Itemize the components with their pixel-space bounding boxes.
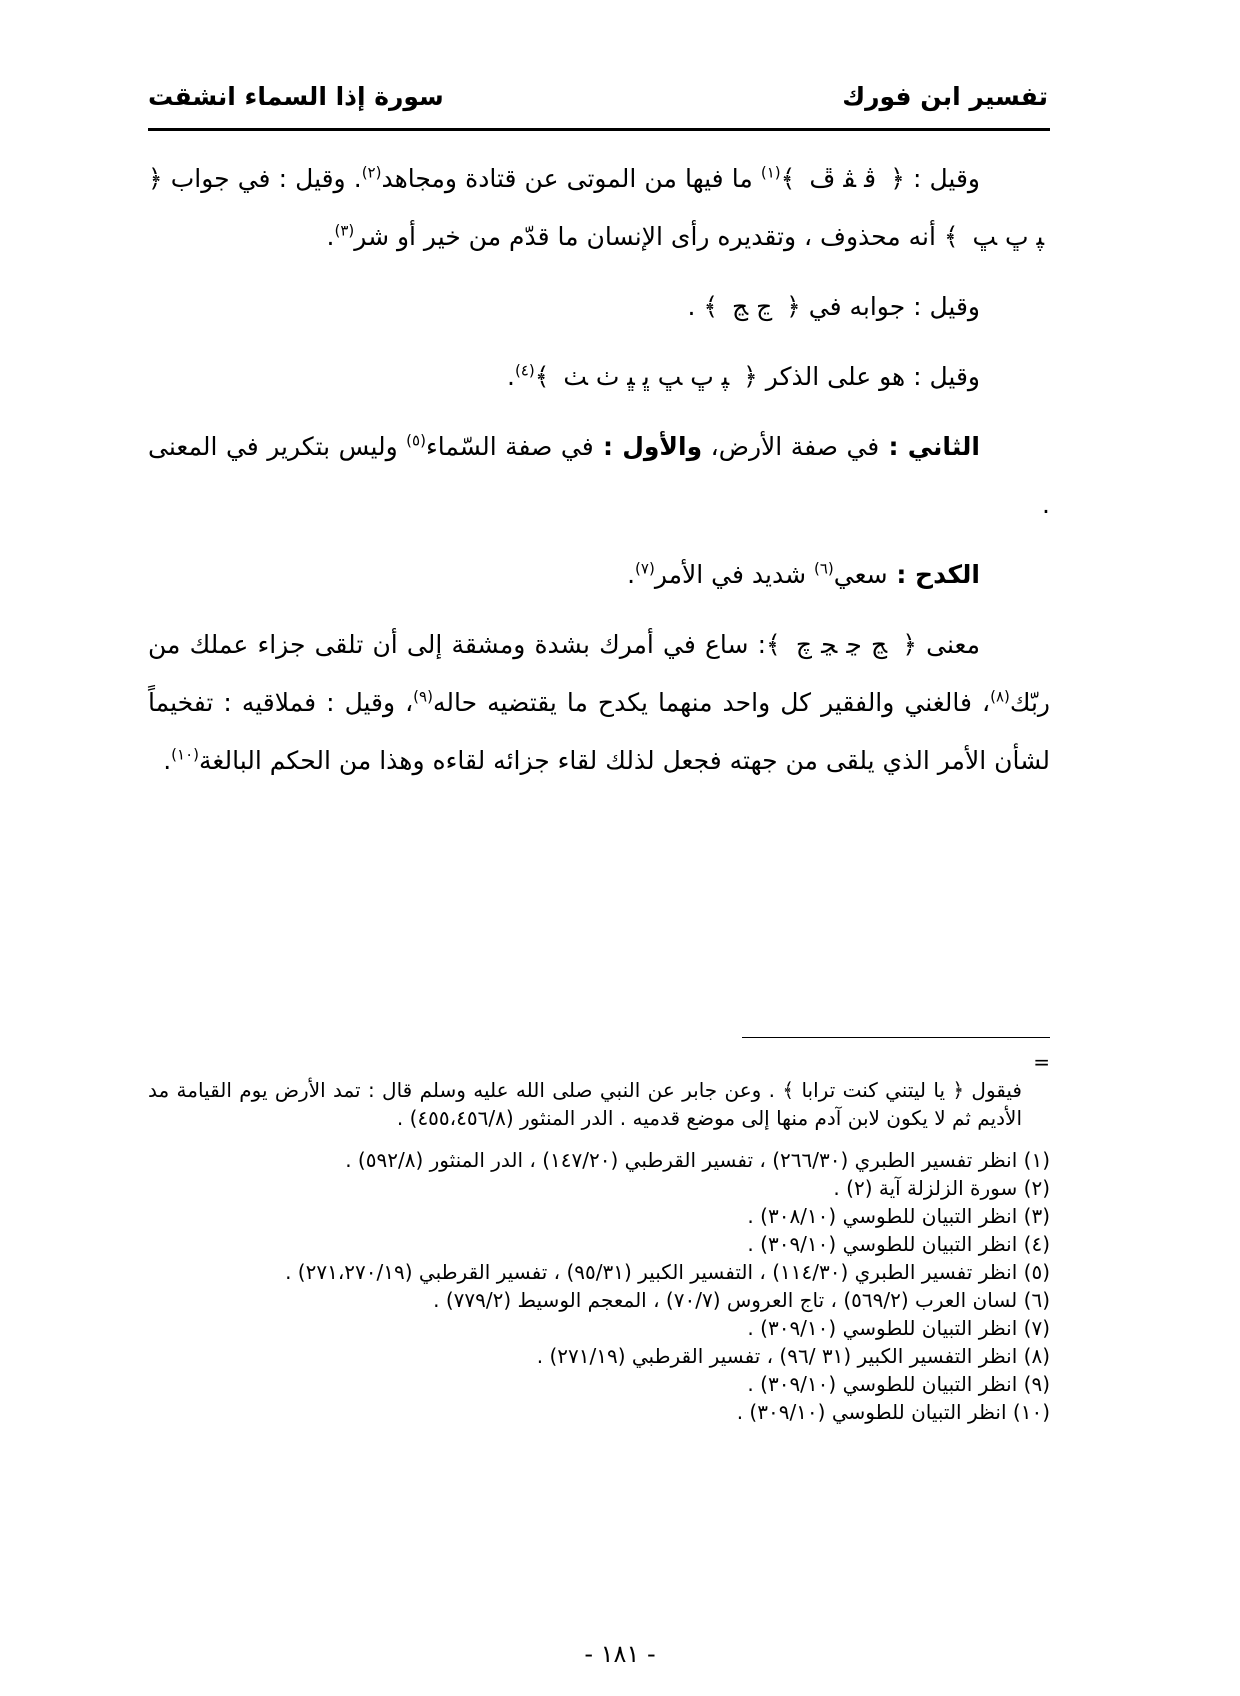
- footnote-marker: (٤): [514, 361, 535, 380]
- text-run: .: [163, 746, 172, 775]
- page-number: - ١٨١ -: [584, 1640, 656, 1668]
- footnote-continuation: فيقول ﴿ يا ليتني كنت ترابا ﴾ . وعن جابر عن النبي صلى الله عليه وسلم قال : تمد الأرض يوم القيامة مد الأديم ثم لا يكون لابن آدم منها إلى موضع قدميه . الدر المنثور (٤٥٥،٤٥٦/٨) .: [148, 1078, 1022, 1130]
- text-run: ﴾ أنه محذوف ، وتقديره رأى الإنسان ما قدّم من خير أو شر: [354, 222, 967, 251]
- text-run: سعي: [833, 560, 888, 589]
- paragraph: [148, 150, 1050, 266]
- quran-glyphs: ﭶ ﭷ: [731, 292, 773, 321]
- paragraph: [148, 418, 1050, 534]
- text-run: شديد في الأمر: [654, 560, 814, 589]
- footnote-item: (٥) انظر تفسير الطبري (١١٤/٣٠) ، التفسير الكبير (٩٥/٣١) ، تفسير القرطبي (٢٧١،٢٧٠/١٩) .: [285, 1260, 1050, 1284]
- footnote-marker: (١٠): [171, 745, 199, 764]
- footnote-marker: (٧): [635, 559, 655, 578]
- text-run: وقيل : جوابه في ﴿: [778, 292, 980, 321]
- text-run: وقيل : هو على الذكر ﴿: [735, 362, 980, 391]
- text-run: ﴾: ساع في أمرك بشدة ومشقة إلى أن تلقى جزاء عملك من ربّك: [148, 630, 1050, 717]
- text-run: ، فالغني والفقير كل واحد منهما يكدح ما يقتضيه حاله: [432, 688, 991, 717]
- footnote-marker: (٨): [990, 687, 1010, 706]
- footnote-marker: (١): [760, 163, 781, 182]
- footnote-continuation-mark: =: [1033, 1050, 1050, 1074]
- text-run: وقيل : ﴿: [882, 164, 980, 193]
- text-run: معنى ﴿: [893, 630, 980, 659]
- quran-glyphs: ﭙ ﭚ ﭛ ﭜ ﭝ ﭞ ﭟ: [563, 362, 730, 391]
- paragraph: [148, 546, 1050, 604]
- footnote-separator: [742, 1037, 1050, 1038]
- footnote-marker: (٥): [406, 431, 426, 450]
- footnote-item: (١٠) انظر التبيان للطوسي (٣٠٩/١٠) .: [736, 1400, 1050, 1424]
- text-run: في صفة الأرض،: [702, 432, 880, 461]
- book-title: تفسير ابن فورك: [842, 82, 1048, 111]
- text-run: .: [506, 362, 515, 391]
- footnote-item: (٣) انظر التبيان للطوسي (٣٠٨/١٠) .: [747, 1204, 1050, 1228]
- footnote-item: (٢) سورة الزلزلة آية (٢) .: [833, 1176, 1050, 1200]
- footnote-item: (٤) انظر التبيان للطوسي (٣٠٩/١٠) .: [747, 1232, 1050, 1256]
- text-run: . وقيل : في جواب ﴿: [148, 164, 362, 193]
- surah-title: سورة إذا السماء انشقت: [148, 82, 444, 111]
- paragraph: [148, 278, 1050, 336]
- footnote-list: [148, 1146, 1050, 1426]
- footnote-marker: (٢): [361, 163, 382, 182]
- footnote-item: (١) انظر تفسير الطبري (٢٦٦/٣٠) ، تفسير القرطبي (١٤٧/٢٠) ، الدر المنثور (٥٩٢/٨) .: [345, 1148, 1050, 1172]
- paragraph: [148, 348, 1050, 406]
- text-run: ما فيها من الموتى عن قتادة ومجاهد: [381, 164, 761, 193]
- footnotes: [148, 1048, 1050, 1426]
- footnote-marker: (٣): [334, 221, 355, 240]
- main-text: [148, 150, 1050, 802]
- bold-term: الكدح :: [887, 560, 980, 589]
- bold-term: الثاني :: [879, 432, 980, 461]
- text-run: .: [627, 560, 636, 589]
- text-run: وليس بتكرير في المعنى .: [148, 432, 1050, 519]
- text-run: ﴾ .: [687, 292, 726, 321]
- footnote-item: (٦) لسان العرب (٥٦٩/٢) ، تاج العروس (٧٠/٧) ، المعجم الوسيط (٧٧٩/٢) .: [433, 1288, 1050, 1312]
- footnote-marker: (٦): [814, 559, 834, 578]
- footnote-item: (٨) انظر التفسير الكبير (٣١ /٩٦) ، تفسير القرطبي (٢٧١/١٩) .: [536, 1344, 1050, 1368]
- footnote-item: (٧) انظر التبيان للطوسي (٣٠٩/١٠) .: [747, 1316, 1050, 1340]
- text-run: ﴾: [780, 164, 804, 193]
- footnote-item: (٩) انظر التبيان للطوسي (٣٠٩/١٠) .: [747, 1372, 1050, 1396]
- footnote-marker: (٩): [413, 687, 433, 706]
- quran-glyphs: ﭷ ﭸ ﭹ ﭺ: [795, 630, 888, 659]
- quran-glyphs: ﭙ ﭚ ﭛ: [972, 222, 1044, 251]
- header-rule: [148, 128, 1050, 131]
- running-header: [148, 82, 1048, 122]
- text-run: في صفة السّماء: [425, 432, 594, 461]
- paragraph: [148, 616, 1050, 790]
- text-run: ﴾: [534, 362, 558, 391]
- text-run: ، وقيل : فملاقيه : تفخيماً لشأن الأمر الذي يلقى من جهته فجعل لذلك لقاء جزائه لقاءه وهذا من الحكم البالغة: [148, 688, 1050, 775]
- quran-glyphs: ﭬ ﭭ ﭮ: [809, 164, 877, 193]
- text-run: .: [326, 222, 335, 251]
- bold-term: والأول :: [593, 432, 703, 461]
